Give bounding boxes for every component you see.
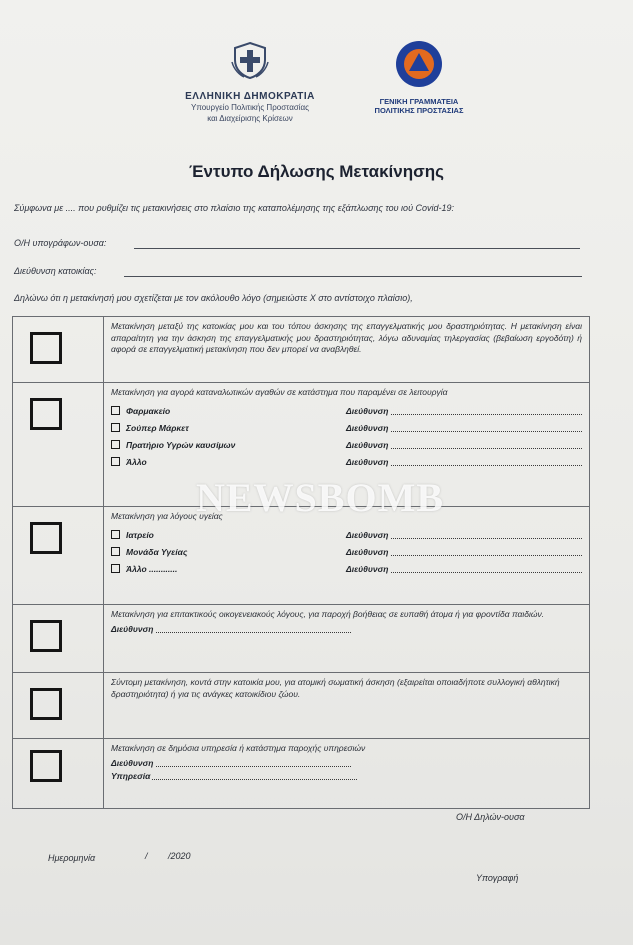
address-field[interactable] [156, 758, 351, 767]
reason-3-text: Μετακίνηση για λόγους υγείας [111, 511, 223, 521]
reason-6-text: Μετακίνηση σε δημόσια υπηρεσία ή κατάστημα παροχής υπηρεσιών [111, 743, 366, 753]
reason-1-text: Μετακίνηση μεταξύ της κατοικίας μου και του τόπου άσκησης της επαγγελματικής μου δραστηριότητας. Η μετακίνηση είναι απαραίτητη για την άσκηση της επαγγελματικής μου δραστηριότητας, λόγω αδυναμίας τηλεργασίας (βεβαίωση εργοδότη) ή αφορά σε επαγγελματική μετακίνηση που δεν μπορεί να αναβληθεί. [111, 321, 582, 354]
residence-address-label: Διεύθυνση κατοικίας: [14, 266, 97, 276]
reason-row-work [13, 317, 590, 383]
address-label: Διεύθυνση [346, 422, 389, 433]
reason-row-family [13, 605, 590, 673]
general-secretariat-line1: ΓΕΝΙΚΗ ΓΡΑΜΜΑΤΕΙΑ [379, 97, 459, 106]
other-health-checkbox[interactable] [111, 564, 120, 573]
reason-2-text: Μετακίνηση για αγορά καταναλωτικών αγαθών σε κατάστημα που παραμένει σε λειτουργία [111, 387, 448, 397]
address-field[interactable] [391, 530, 583, 539]
option-row [111, 547, 582, 557]
reason-5-text: Σύντομη μετακίνηση, κοντά στην κατοικία μου, για ατομική σωματική άσκηση (εξαιρείται οποιαδήποτε συλλογική αθλητική δραστηριότητα) ή για τις ανάγκες κατοικίδιου ζώου. [111, 677, 560, 699]
option-row [111, 423, 582, 433]
option-row [111, 440, 582, 450]
service-label: Υπηρεσία [111, 770, 151, 781]
signer-field[interactable] [134, 248, 580, 249]
option-label: Άλλο [126, 456, 147, 467]
residence-address-field[interactable] [124, 276, 582, 277]
address-label: Διεύθυνση [346, 405, 389, 416]
address-row [111, 624, 582, 634]
reasons-table [12, 316, 590, 809]
reason-4-checkbox[interactable] [30, 620, 62, 652]
date-value[interactable]: / /2020 [145, 851, 191, 861]
reason-row-public-service [13, 739, 590, 809]
service-field[interactable] [152, 771, 357, 780]
republic-label: ΕΛΛΗΝΙΚΗ ΔΗΜΟΚΡΑΤΙΑ [185, 91, 315, 102]
supermarket-checkbox[interactable] [111, 423, 120, 432]
reason-4-text: Μετακίνηση για επιτακτικούς οικογενειακούς λόγους, για παροχή βοήθειας σε ευπαθή άτομα ή για φροντίδα παιδιών. [111, 609, 545, 619]
address-label: Διεύθυνση [346, 439, 389, 450]
reason-5-checkbox[interactable] [30, 688, 62, 720]
newsbomb-watermark: NEWSBOMB [195, 475, 445, 520]
address-row [111, 758, 582, 768]
civil-protection-logo-icon [395, 40, 443, 88]
reason-2-checkbox[interactable] [30, 398, 62, 430]
address-label: Διεύθυνση [111, 623, 154, 634]
ministry-name-line1: Υπουργείο Πολιτικής Προστασίας [190, 103, 310, 112]
reason-row-exercise [13, 673, 590, 739]
address-field[interactable] [391, 564, 583, 573]
date-label: Ημερομηνία [48, 853, 96, 863]
option-row [111, 564, 582, 574]
address-field[interactable] [391, 423, 583, 432]
option-row [111, 530, 582, 540]
option-label: Πρατήριο Υγρών καυσίμων [126, 439, 236, 450]
option-row [111, 406, 582, 416]
address-label: Διεύθυνση [346, 529, 389, 540]
address-field[interactable] [391, 406, 583, 415]
option-row [111, 457, 582, 467]
general-secretariat-line2: ΠΟΛΙΤΙΚΗΣ ΠΡΟΣΤΑΣΙΑΣ [374, 106, 464, 115]
declarant-label: Ο/Η Δηλών-ουσα [456, 812, 525, 822]
service-row [111, 771, 582, 781]
reason-row-health [13, 507, 590, 605]
greek-coat-of-arms-icon [230, 40, 270, 80]
reason-1-checkbox[interactable] [30, 332, 62, 364]
ministry-header [160, 40, 340, 124]
option-label: Ιατρείο [126, 529, 154, 540]
option-label: Άλλο ............ [126, 563, 178, 574]
address-label: Διεύθυνση [346, 456, 389, 467]
doctor-office-checkbox[interactable] [111, 530, 120, 539]
civil-protection-header [374, 40, 464, 115]
address-field[interactable] [391, 457, 583, 466]
signature-label: Υπογραφή [476, 873, 519, 883]
address-label: Διεύθυνση [111, 757, 154, 768]
option-label: Φαρμακείο [126, 405, 171, 416]
reason-6-checkbox[interactable] [30, 750, 62, 782]
health-unit-checkbox[interactable] [111, 547, 120, 556]
other-shop-checkbox[interactable] [111, 457, 120, 466]
address-field[interactable] [391, 440, 583, 449]
intro-text: Σύμφωνα με .... που ρυθμίζει τις μετακινήσεις στο πλαίσιο της καταπολέμησης της εξάπλωσης του ιού Covid-19: [14, 203, 455, 213]
form-title: Έντυπο Δήλωσης Μετακίνησης [189, 162, 444, 181]
pharmacy-checkbox[interactable] [111, 406, 120, 415]
signer-label: Ο/Η υπογράφων-ουσα: [14, 238, 107, 248]
address-field[interactable] [391, 547, 583, 556]
ministry-name-line2: και Διαχείρισης Κρίσεων [207, 114, 293, 123]
reason-3-checkbox[interactable] [30, 522, 62, 554]
fuel-station-checkbox[interactable] [111, 440, 120, 449]
declaration-text: Δηλώνω ότι η μετακίνησή μου σχετίζεται με τον ακόλουθο λόγο (σημειώστε Χ στο αντίστοιχο πλαίσιο), [14, 293, 413, 303]
address-label: Διεύθυνση [346, 563, 389, 574]
option-label: Μονάδα Υγείας [126, 546, 188, 557]
option-label: Σούπερ Μάρκετ [126, 422, 189, 433]
address-field[interactable] [156, 624, 351, 633]
address-label: Διεύθυνση [346, 546, 389, 557]
